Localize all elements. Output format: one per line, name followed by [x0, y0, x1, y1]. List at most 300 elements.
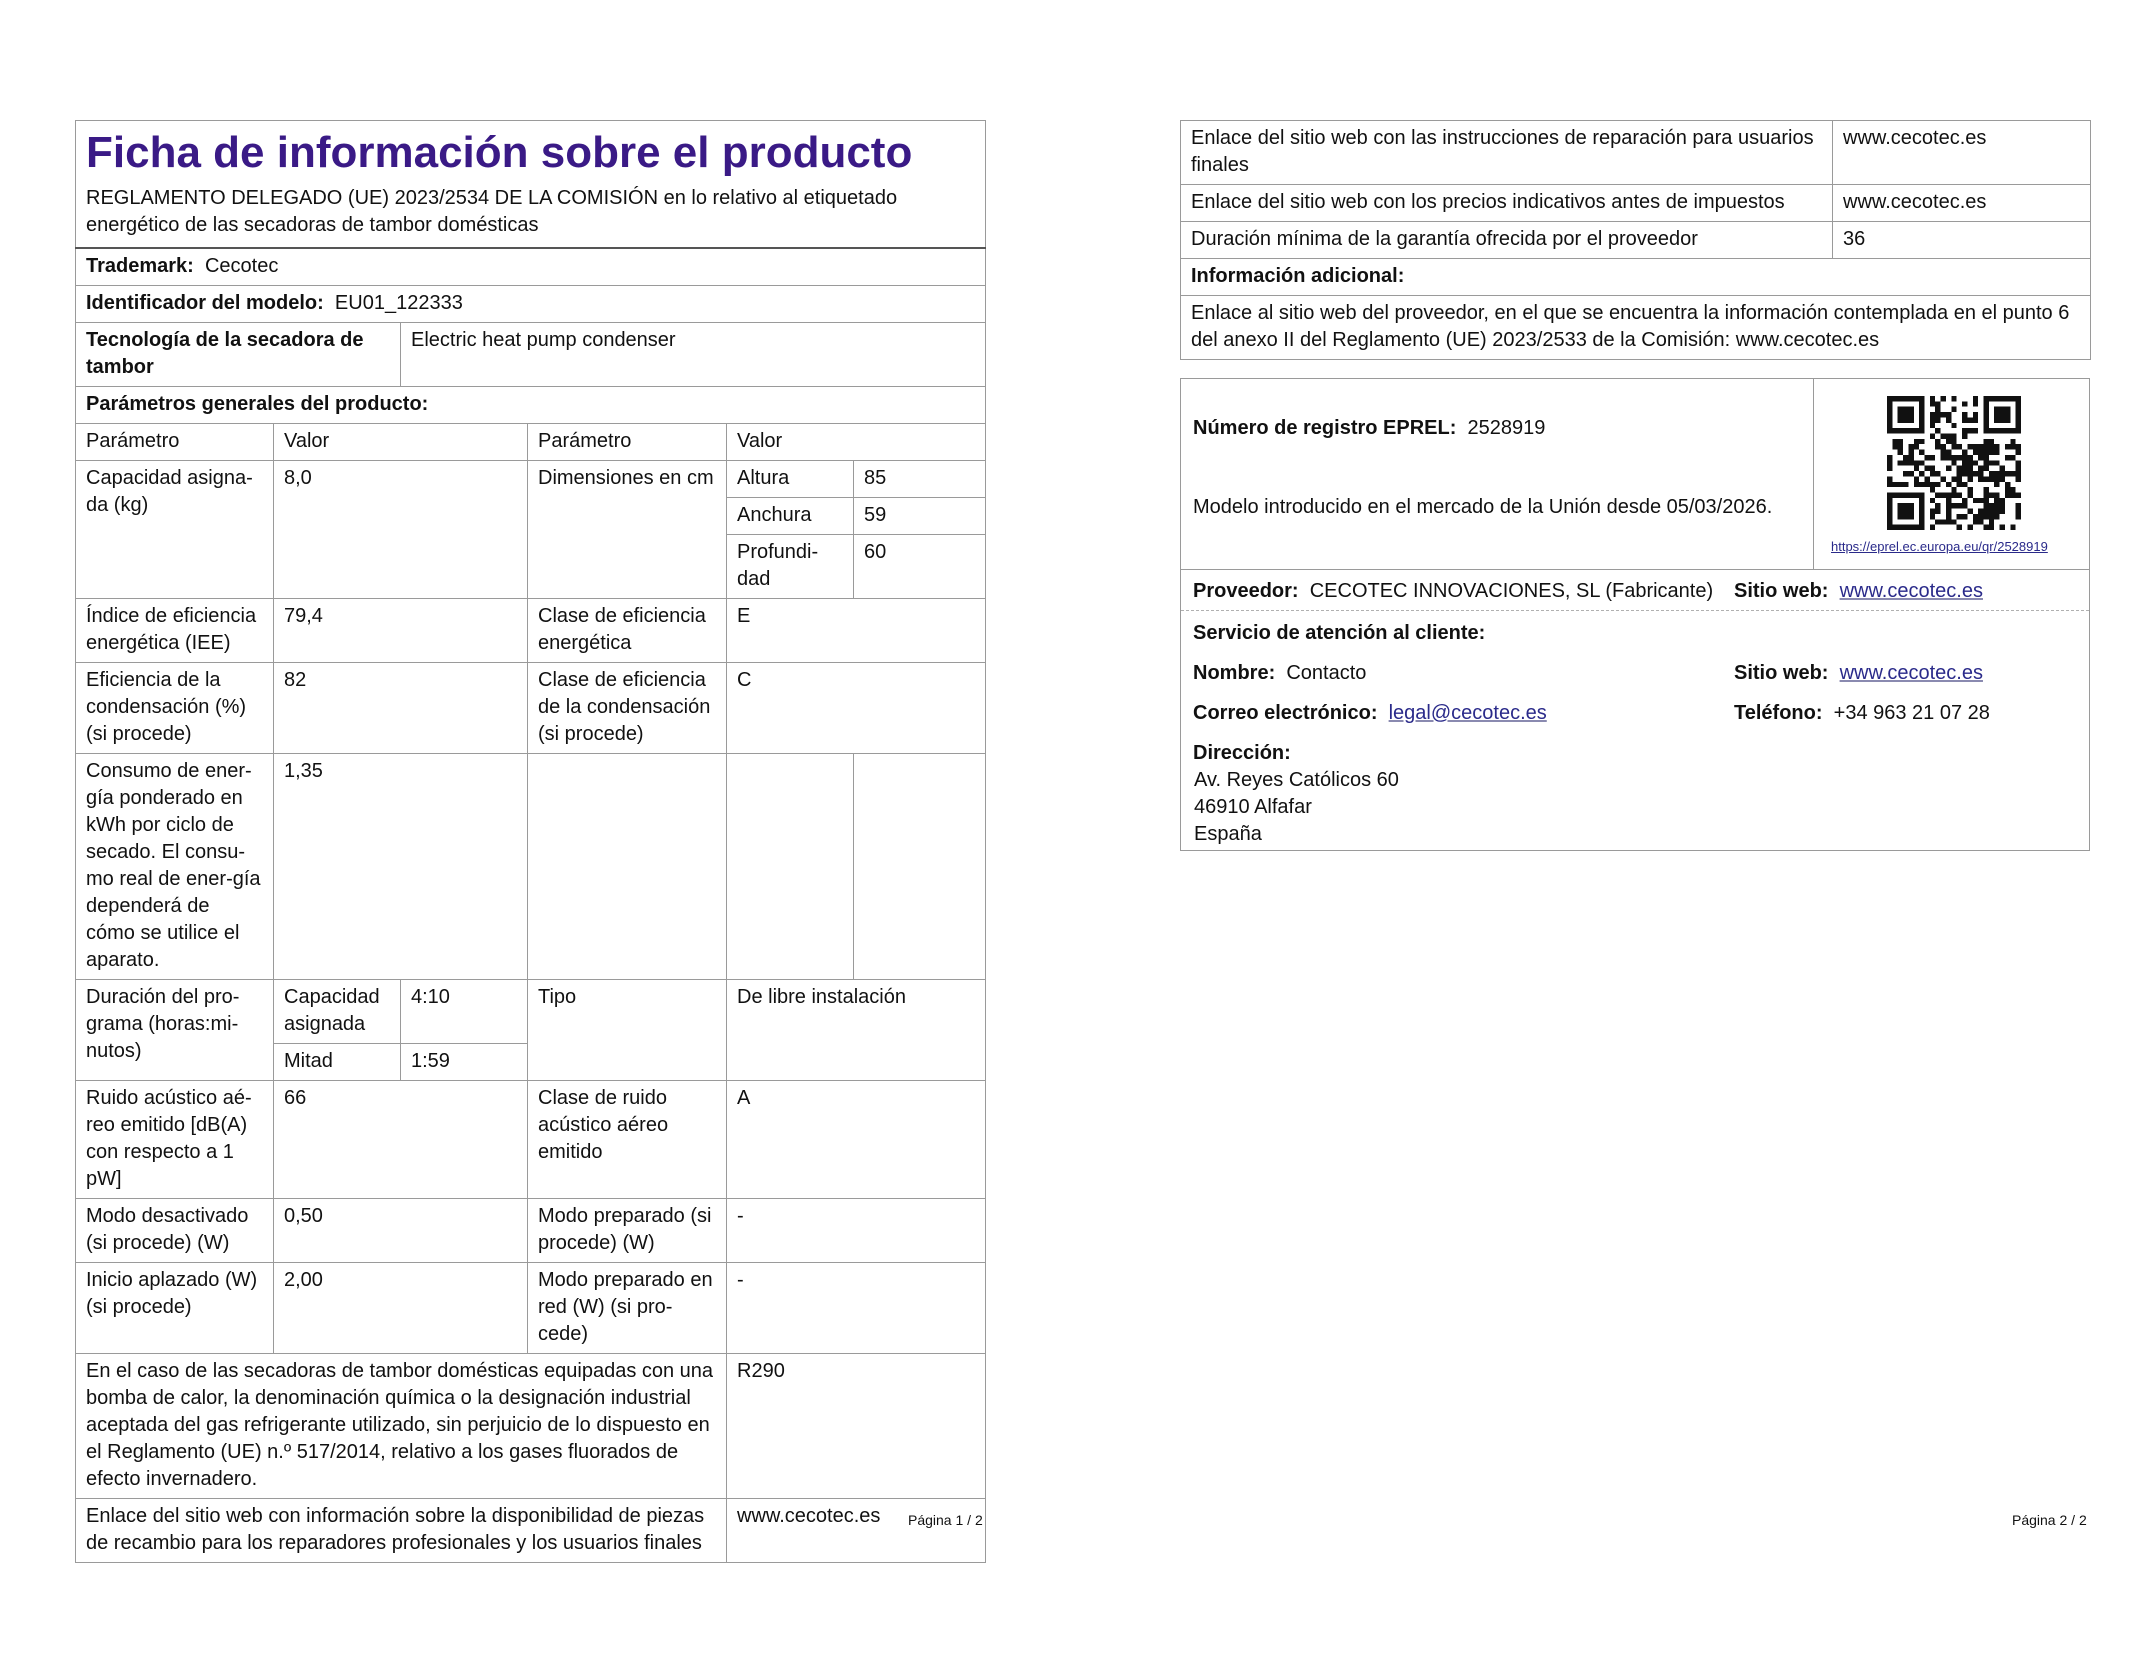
qr-module [1951, 396, 1956, 401]
qr-module [1946, 509, 1951, 514]
refrigerant-label: En el caso de las secadoras de tambor domésticas equipadas con una bomba de calor, la denominación química o la designación industrial aceptada del gas refrigerante utilizado, sin perjuicio de lo dispuesto en el Reglamento (UE) n.º 517/2014, relativo a los gases fluorados de efecto invernadero. [76, 1354, 727, 1499]
qr-module [1989, 503, 1994, 508]
qr-module [1930, 471, 1935, 476]
qr-module [1957, 492, 1962, 497]
qr-module [1978, 466, 1983, 471]
dur-half-label: Mitad [274, 1044, 401, 1081]
qr-module [2010, 492, 2015, 497]
qr-module [1925, 482, 1930, 487]
delay-value: 2,00 [274, 1263, 528, 1354]
qr-module [1919, 471, 1924, 476]
qr-module [2005, 412, 2010, 417]
dims-label: Dimensiones en cm [528, 461, 727, 599]
qr-module [1983, 423, 1988, 428]
qr-module [1887, 519, 1892, 524]
page-number-2: Página 2 / 2 [2012, 1512, 2087, 1528]
qr-module [1908, 428, 1913, 433]
page-number-1: Página 1 / 2 [908, 1512, 983, 1528]
qr-module [2000, 466, 2005, 471]
address-line-3: España [1194, 823, 1262, 845]
eei-value: 79,4 [274, 599, 528, 663]
qr-module [1962, 428, 1967, 433]
qr-module [1978, 509, 1983, 514]
qr-module [1967, 455, 1972, 460]
qr-module [1935, 482, 1940, 487]
col-value-2: Valor [727, 424, 986, 461]
qr-module [1989, 460, 1994, 465]
phone-value: +34 963 21 07 28 [1833, 702, 1990, 724]
qr-module [1892, 525, 1897, 530]
qr-module [1903, 412, 1908, 417]
product-info-table [75, 120, 986, 1563]
energy-value: 1,35 [274, 754, 528, 980]
qr-module [1941, 412, 1946, 417]
qr-module [1989, 396, 1994, 401]
qr-module [1983, 460, 1988, 465]
qr-module [2005, 428, 2010, 433]
capacity-value: 8,0 [274, 461, 528, 599]
regulation-text: REGLAMENTO DELEGADO (UE) 2023/2534 DE LA COMISIÓN en lo relativo al etiquetado energético de las secadoras de tambor domésticas [86, 187, 898, 236]
qr-module [2000, 471, 2005, 476]
qr-code[interactable] [1887, 396, 2021, 530]
qr-module [1930, 417, 1935, 422]
qr-module [1941, 450, 1946, 455]
qr-module [2000, 428, 2005, 433]
qr-module [2016, 492, 2021, 497]
qr-module [1935, 439, 1940, 444]
qr-module [1962, 460, 1967, 465]
qr-module [1887, 396, 1892, 401]
qr-module [1903, 503, 1908, 508]
noise-value: 66 [274, 1081, 528, 1199]
qr-module [1973, 471, 1978, 476]
qr-module [1935, 519, 1940, 524]
qr-module [1892, 444, 1897, 449]
qr-module [1898, 514, 1903, 519]
eclass-label: Clase de eficiencia energética [528, 599, 727, 663]
qr-module [1919, 482, 1924, 487]
qr-module [2000, 407, 2005, 412]
supplier-value: CECOTEC INNOVACIONES, SL (Fabricante) [1309, 580, 1714, 602]
qr-module [1887, 401, 1892, 406]
qr-module [2000, 417, 2005, 422]
qr-module [1994, 412, 1999, 417]
qr-module [1908, 412, 1913, 417]
qr-module [1898, 509, 1903, 514]
qr-module [1919, 401, 1924, 406]
supplier-label: Proveedor: [1193, 580, 1299, 602]
web2-link[interactable]: www.cecotec.es [1839, 662, 1983, 684]
qr-module [2016, 412, 2021, 417]
qr-module [1919, 519, 1924, 524]
qr-module [1908, 444, 1913, 449]
qr-module [1930, 412, 1935, 417]
qr-module [1973, 428, 1978, 433]
qr-module [1962, 471, 1967, 476]
qr-module [1983, 412, 1988, 417]
width-label: Anchura [727, 498, 854, 535]
qr-module [1887, 466, 1892, 471]
qr-module [1962, 514, 1967, 519]
qr-module [1941, 444, 1946, 449]
qr-module [2010, 455, 2015, 460]
qr-module [2016, 401, 2021, 406]
qr-module [1946, 417, 1951, 422]
qr-module [1930, 401, 1935, 406]
qr-module [1978, 498, 1983, 503]
qr-module [1903, 492, 1908, 497]
qr-module [1973, 498, 1978, 503]
qr-module [1935, 471, 1940, 476]
qr-module [1946, 450, 1951, 455]
qr-module [1930, 434, 1935, 439]
qr-module [1978, 519, 1983, 524]
qr-module [1983, 439, 1988, 444]
qr-module [1914, 439, 1919, 444]
qr-module [1983, 401, 1988, 406]
qr-module [1930, 423, 1935, 428]
warranty-value: 36 [1833, 222, 2091, 259]
model-value: EU01_122333 [334, 292, 463, 314]
qr-module [1930, 455, 1935, 460]
qr-module [1898, 412, 1903, 417]
qr-module [1941, 519, 1946, 524]
qr-module [1887, 455, 1892, 460]
qr-module [1903, 396, 1908, 401]
qr-module [1983, 498, 1988, 503]
qr-module [2000, 509, 2005, 514]
qr-module [1908, 455, 1913, 460]
model-label: Identificador del modelo: [86, 292, 324, 314]
qr-module [2010, 471, 2015, 476]
qr-module [1919, 417, 1924, 422]
qr-module [2016, 428, 2021, 433]
qr-module [1930, 525, 1935, 530]
qr-module [1908, 417, 1913, 422]
trademark-label: Trademark: [86, 255, 194, 277]
qr-module [1908, 514, 1913, 519]
qr-module [1978, 455, 1983, 460]
qr-module [1994, 460, 1999, 465]
qr-module [1892, 439, 1897, 444]
qr-module [1994, 450, 1999, 455]
qr-module [1898, 525, 1903, 530]
qr-module [1967, 525, 1972, 530]
qr-module [2010, 428, 2015, 433]
qr-module [1914, 396, 1919, 401]
qr-module [1957, 482, 1962, 487]
qr-module [1898, 482, 1903, 487]
tech-value: Electric heat pump condenser [401, 323, 986, 387]
repair-value: www.cecotec.es [1833, 121, 2091, 185]
dur-rated-value: 4:10 [401, 980, 528, 1044]
qr-module [1892, 482, 1897, 487]
qr-module [1983, 492, 1988, 497]
qr-module [1887, 525, 1892, 530]
energy-empty-2 [727, 754, 854, 980]
type-value: De libre instalación [727, 980, 986, 1081]
delay-label: Inicio aplazado (W) (si procede) [76, 1263, 274, 1354]
qr-module [1951, 460, 1956, 465]
capacity-label: Capacidad asigna-da (kg) [76, 461, 274, 599]
qr-module [1967, 476, 1972, 481]
email-link[interactable]: legal@cecotec.es [1388, 702, 1547, 724]
col-param-2: Parámetro [528, 424, 727, 461]
qr-module [2005, 492, 2010, 497]
qr-module [1887, 412, 1892, 417]
qr-module [1935, 428, 1940, 433]
qr-module [1903, 482, 1908, 487]
qr-module [1978, 471, 1983, 476]
qr-module [2005, 482, 2010, 487]
qr-module [1973, 444, 1978, 449]
qr-module [1983, 428, 1988, 433]
qr-module [1978, 450, 1983, 455]
standby-value: - [727, 1199, 986, 1263]
qr-module [1919, 514, 1924, 519]
qr-module [1989, 525, 1994, 530]
qr-module [1962, 455, 1967, 460]
qr-module [1898, 460, 1903, 465]
supplier-section [1181, 569, 2089, 850]
qr-module [2016, 503, 2021, 508]
qr-module [1946, 519, 1951, 524]
qr-module [1935, 412, 1940, 417]
qr-module [1935, 444, 1940, 449]
qr-module [2010, 439, 2015, 444]
qr-module [1914, 466, 1919, 471]
qr-module [1983, 476, 1988, 481]
off-label: Modo desactivado (si procede) (W) [76, 1199, 274, 1263]
qr-module [1973, 514, 1978, 519]
prices-label: Enlace del sitio web con los precios indicativos antes de impuestos [1181, 185, 1833, 222]
qr-module [1989, 509, 1994, 514]
qr-module [1908, 492, 1913, 497]
qr-module [1973, 417, 1978, 422]
cond-class-value: C [727, 663, 986, 754]
qr-module [2016, 396, 2021, 401]
web-link[interactable]: www.cecotec.es [1839, 580, 1983, 602]
qr-module [1935, 492, 1940, 497]
qr-module [2016, 471, 2021, 476]
qr-module [1898, 396, 1903, 401]
qr-module [1994, 509, 1999, 514]
phone-label: Teléfono: [1734, 702, 1823, 724]
qr-module [1903, 417, 1908, 422]
qr-module [2005, 444, 2010, 449]
qr-module [1946, 455, 1951, 460]
height-value: 85 [854, 461, 986, 498]
qr-module [1903, 455, 1908, 460]
qr-module [1983, 509, 1988, 514]
qr-module [1930, 396, 1935, 401]
qr-module [1908, 471, 1913, 476]
qr-module [1898, 444, 1903, 449]
qr-module [2016, 450, 2021, 455]
qr-module [2016, 423, 2021, 428]
qr-module [1935, 407, 1940, 412]
qr-module [1967, 444, 1972, 449]
qr-module [1919, 498, 1924, 503]
qr-module [2016, 509, 2021, 514]
spares-label: Enlace del sitio web con información sobre la disponibilidad de piezas de recambio para los reparadores profesionales y los usuarios finales [76, 1499, 727, 1563]
qr-module [1978, 476, 1983, 481]
qr-module [1962, 412, 1967, 417]
qr-module [2010, 444, 2015, 449]
qr-module [1903, 407, 1908, 412]
qr-module [1914, 444, 1919, 449]
page-title: Ficha de información sobre el producto [86, 128, 913, 177]
qr-module [1978, 444, 1983, 449]
general-params-heading: Parámetros generales del producto: [76, 387, 986, 424]
qr-module [1887, 509, 1892, 514]
model-row [76, 286, 986, 323]
market-text: Modelo introducido en el mercado de la Unión desde 05/03/2026. [1193, 496, 1773, 518]
duration-label: Duración del pro-grama (horas:mi-nutos) [76, 980, 274, 1081]
qr-module [1930, 482, 1935, 487]
qr-module [1951, 444, 1956, 449]
qr-module [1989, 519, 1994, 524]
qr-module [1919, 460, 1924, 465]
qr-module [1989, 450, 1994, 455]
qr-module [1951, 476, 1956, 481]
qr-module [1930, 498, 1935, 503]
energy-label: Consumo de ener-gía ponderado en kWh por ciclo de secado. El consu-mo real de ener-gía dependerá de cómo se utilice el aparato. [76, 754, 274, 980]
qr-module [1898, 450, 1903, 455]
qr-module [2000, 412, 2005, 417]
qr-module [1908, 503, 1913, 508]
email-label: Correo electrónico: [1193, 702, 1378, 724]
qr-module [1930, 514, 1935, 519]
eprel-value: 2528919 [1467, 417, 1546, 439]
network-value: - [727, 1263, 986, 1354]
qr-module [1903, 460, 1908, 465]
qr-module [1925, 455, 1930, 460]
qr-module [1951, 439, 1956, 444]
qr-module [1941, 476, 1946, 481]
qr-module [1898, 417, 1903, 422]
qr-module [2000, 498, 2005, 503]
qr-module [1989, 471, 1994, 476]
name-label: Nombre: [1193, 662, 1276, 684]
dashed-divider [1181, 610, 2089, 611]
qr-module [1946, 492, 1951, 497]
qr-module [1919, 525, 1924, 530]
qr-module [1887, 423, 1892, 428]
qr-module [1994, 407, 1999, 412]
qr-module [1994, 514, 1999, 519]
qr-module [1967, 487, 1972, 492]
qr-module [1887, 476, 1892, 481]
qr-module [1983, 444, 1988, 449]
qr-module [1914, 476, 1919, 481]
qr-module [1930, 509, 1935, 514]
qr-module [1951, 423, 1956, 428]
qr-module [1962, 434, 1967, 439]
page-2 [1180, 120, 2090, 851]
qr-module [1908, 450, 1913, 455]
type-label: Tipo [528, 980, 727, 1081]
qr-module [1957, 525, 1962, 530]
qr-module [1946, 498, 1951, 503]
qr-module [1951, 519, 1956, 524]
qr-module [1962, 466, 1967, 471]
qr-module [1973, 401, 1978, 406]
qr-module [1946, 482, 1951, 487]
qr-module [1941, 492, 1946, 497]
qr-module [2005, 417, 2010, 422]
qr-module [2016, 417, 2021, 422]
noise-class-value: A [727, 1081, 986, 1199]
qr-module [1887, 417, 1892, 422]
qr-module [1951, 492, 1956, 497]
qr-module [1898, 428, 1903, 433]
eclass-value: E [727, 599, 986, 663]
qr-module [1994, 482, 1999, 487]
address-line-1: Av. Reyes Católicos 60 [1194, 769, 1399, 791]
qr-module [1967, 428, 1972, 433]
qr-module [2016, 514, 2021, 519]
qr-module [1983, 450, 1988, 455]
qr-module [1919, 509, 1924, 514]
trademark-row [76, 248, 986, 286]
dur-rated-label: Capacidad asignada [274, 980, 401, 1044]
qr-module [1908, 396, 1913, 401]
qr-link[interactable]: https://eprel.ec.europa.eu/qr/2528919 [1831, 539, 2048, 554]
qr-module [1935, 417, 1940, 422]
page-1 [75, 120, 985, 1563]
qr-module [2010, 396, 2015, 401]
qr-module [1951, 407, 1956, 412]
qr-module [1957, 444, 1962, 449]
qr-module [1962, 498, 1967, 503]
qr-module [1994, 503, 1999, 508]
qr-module [1983, 514, 1988, 519]
noise-label: Ruido acústico aé-reo emitido [dB(A) con respecto a 1 pW] [76, 1081, 274, 1199]
qr-module [1892, 492, 1897, 497]
qr-module [1989, 514, 1994, 519]
qr-module [1994, 444, 1999, 449]
qr-module [1946, 466, 1951, 471]
qr-module [1989, 439, 1994, 444]
cond-eff-label: Eficiencia de la condensación (%) (si procede) [76, 663, 274, 754]
qr-module [2000, 396, 2005, 401]
qr-module [1951, 434, 1956, 439]
qr-module [1887, 503, 1892, 508]
qr-module [1973, 412, 1978, 417]
qr-module [1946, 412, 1951, 417]
qr-module [1919, 492, 1924, 497]
qr-module [1887, 407, 1892, 412]
depth-value: 60 [854, 535, 986, 599]
trademark-value: Cecotec [204, 255, 279, 277]
qr-module [1973, 460, 1978, 465]
qr-module [1957, 503, 1962, 508]
qr-module [1967, 492, 1972, 497]
qr-module [1914, 525, 1919, 530]
qr-module [2010, 525, 2015, 530]
off-value: 0,50 [274, 1199, 528, 1263]
qr-module [1914, 492, 1919, 497]
qr-module [1967, 460, 1972, 465]
qr-module [1887, 498, 1892, 503]
qr-module [1994, 498, 1999, 503]
qr-module [1919, 428, 1924, 433]
qr-module [1967, 471, 1972, 476]
tech-label: Tecnología de la secadora de tambor [76, 323, 401, 387]
qr-module [1941, 455, 1946, 460]
qr-module [1962, 503, 1967, 508]
